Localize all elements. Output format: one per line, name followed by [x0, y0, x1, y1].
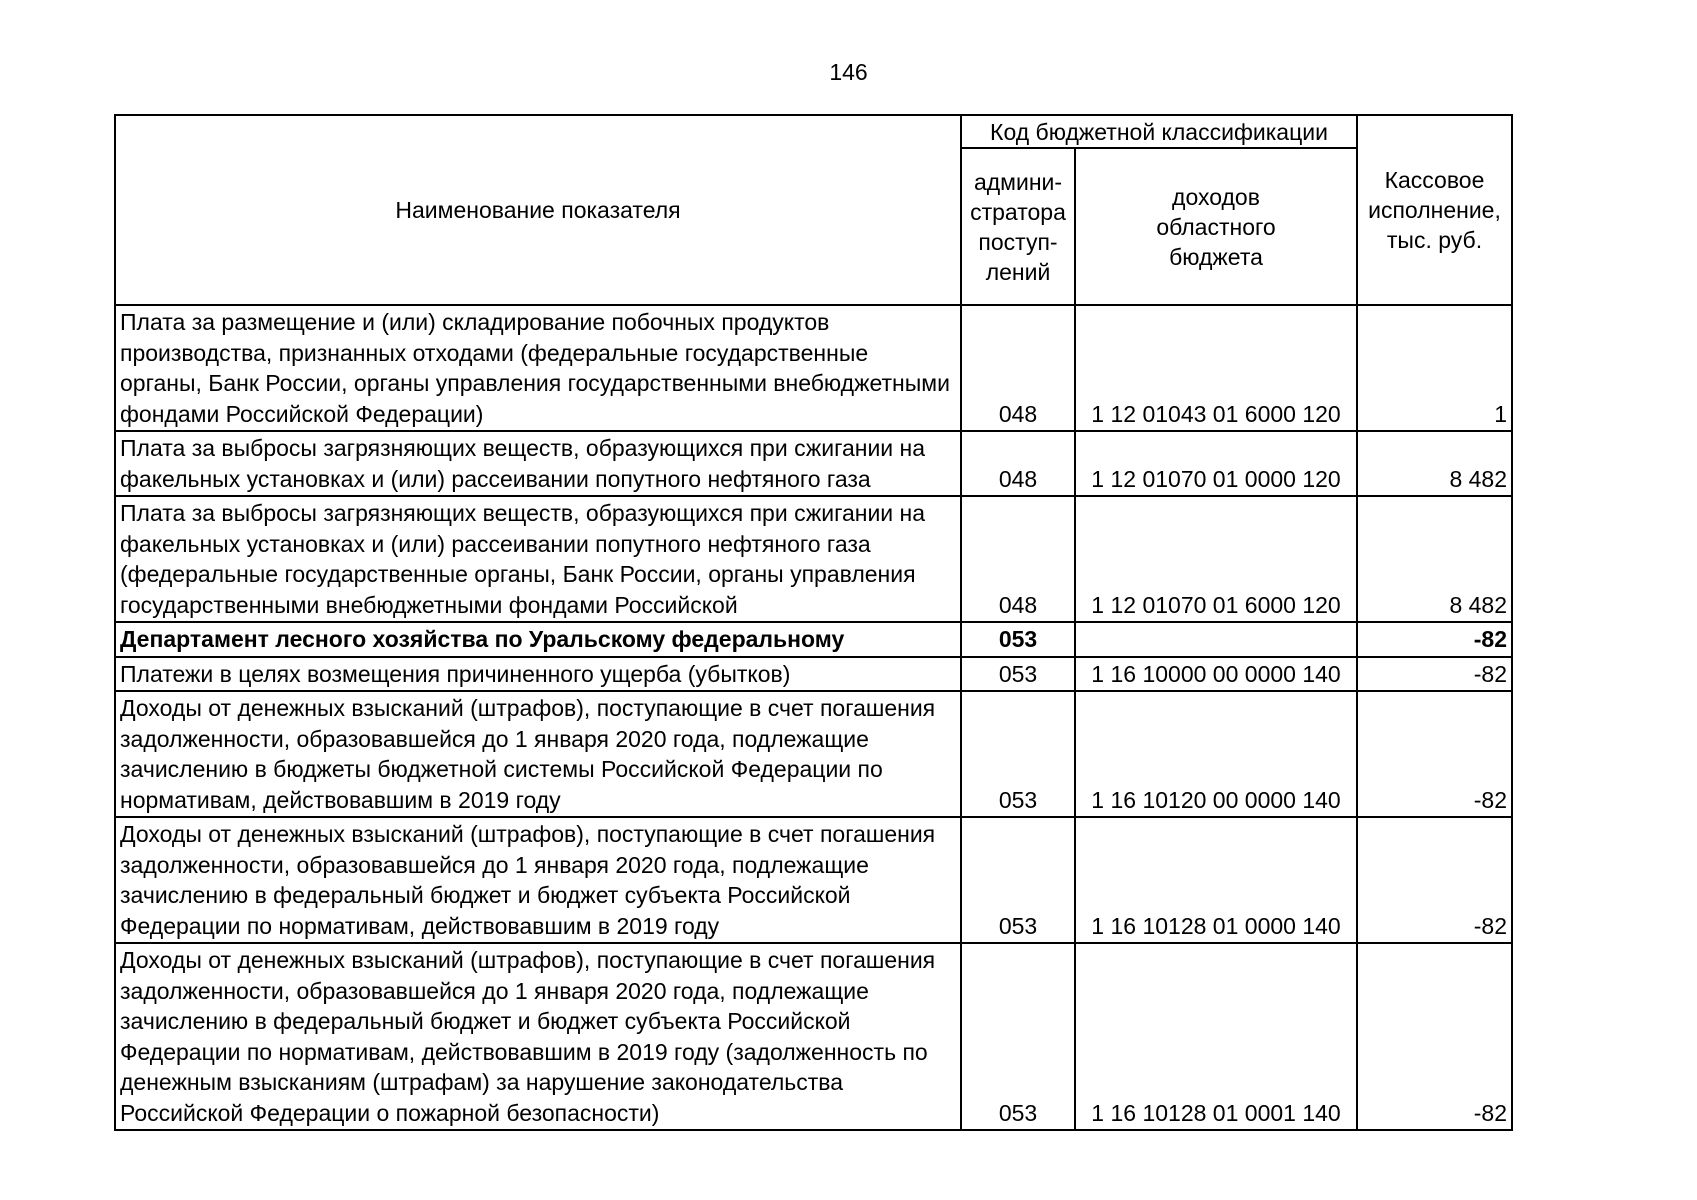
- row-admin: 053: [961, 691, 1075, 817]
- row-name: Платежи в целях возмещения причиненного ущерба (убытков): [115, 657, 961, 692]
- row-code: 1 16 10000 00 0000 140: [1075, 657, 1357, 692]
- header-amount-text: Кассовое исполнение, тыс. руб.: [1368, 167, 1501, 253]
- row-amount: 8 482: [1357, 496, 1512, 622]
- row-name: Департамент лесного хозяйства по Уральскому федеральному: [115, 622, 961, 657]
- header-code-group: Код бюджетной классификации: [961, 115, 1357, 148]
- row-code: 1 12 01043 01 6000 120: [1075, 305, 1357, 431]
- table-body: [115, 305, 1512, 1130]
- table-row: [115, 817, 1512, 943]
- row-name: Плата за выбросы загрязняющих веществ, образующихся при сжигании на факельных установках и (или) рассеивании попутного нефтяного газа: [115, 431, 961, 496]
- table-row-department: [115, 622, 1512, 657]
- row-amount: -82: [1357, 622, 1512, 657]
- row-admin: 048: [961, 431, 1075, 496]
- row-amount: -82: [1357, 657, 1512, 692]
- row-admin: 048: [961, 496, 1075, 622]
- header-income-text: доходов областного бюджета: [1156, 183, 1276, 270]
- row-name: Плата за выбросы загрязняющих веществ, образующихся при сжигании на факельных установках и (или) рассеивании попутного нефтяного газа (федеральные государственные органы, Банк России, органы управления государственными внебюджетными фондами Российской: [115, 496, 961, 622]
- row-name: Доходы от денежных взысканий (штрафов), поступающие в счет погашения задолженности, образовавшейся до 1 января 2020 года, подлежащие зачислению в федеральный бюджет и бюджет субъекта Российской Федерации по нормативам, действовавшим в 2019 году: [115, 817, 961, 943]
- row-name: Доходы от денежных взысканий (штрафов), поступающие в счет погашения задолженности, образовавшейся до 1 января 2020 года, подлежащие зачислению в федеральный бюджет и бюджет субъекта Российской Федерации по нормативам, действовавшим в 2019 году (задолженность по денежным взысканиям (штрафам) за нарушение законодательства Российской Федерации о пожарной безопасности): [115, 943, 961, 1130]
- table-row: [115, 943, 1512, 1130]
- row-admin: 053: [961, 817, 1075, 943]
- header-row-top: [115, 115, 1512, 148]
- row-code: 1 16 10120 00 0000 140: [1075, 691, 1357, 817]
- header-admin-text: админи- стратора поступ- лений: [970, 168, 1066, 285]
- row-code: 1 12 01070 01 0000 120: [1075, 431, 1357, 496]
- table-row: [115, 691, 1512, 817]
- row-admin: 048: [961, 305, 1075, 431]
- row-amount: -82: [1357, 691, 1512, 817]
- table-row: [115, 657, 1512, 692]
- budget-table: [114, 114, 1513, 1131]
- row-code: 1 16 10128 01 0000 140: [1075, 817, 1357, 943]
- header-name: Наименование показателя: [115, 115, 961, 305]
- header-admin: [961, 148, 1075, 305]
- row-admin: 053: [961, 657, 1075, 692]
- row-code: 1 12 01070 01 6000 120: [1075, 496, 1357, 622]
- row-admin: 053: [961, 622, 1075, 657]
- row-amount: -82: [1357, 943, 1512, 1130]
- row-code: [1075, 622, 1357, 657]
- row-name: Доходы от денежных взысканий (штрафов), поступающие в счет погашения задолженности, образовавшейся до 1 января 2020 года, подлежащие зачислению в бюджеты бюджетной системы Российской Федерации по нормативам, действовавшим в 2019 году: [115, 691, 961, 817]
- header-income: [1075, 148, 1357, 305]
- table-row: [115, 305, 1512, 431]
- row-name: Плата за размещение и (или) складирование побочных продуктов производства, признанных отходами (федеральные государственные органы, Банк России, органы управления государственными внебюджетными фондами Российской Федерации): [115, 305, 961, 431]
- row-amount: 1: [1357, 305, 1512, 431]
- header-amount: [1357, 115, 1512, 305]
- row-admin: 053: [961, 943, 1075, 1130]
- table-row: [115, 431, 1512, 496]
- row-amount: -82: [1357, 817, 1512, 943]
- row-amount: 8 482: [1357, 431, 1512, 496]
- table-row: [115, 496, 1512, 622]
- page-number: 146: [829, 59, 868, 85]
- row-code: 1 16 10128 01 0001 140: [1075, 943, 1357, 1130]
